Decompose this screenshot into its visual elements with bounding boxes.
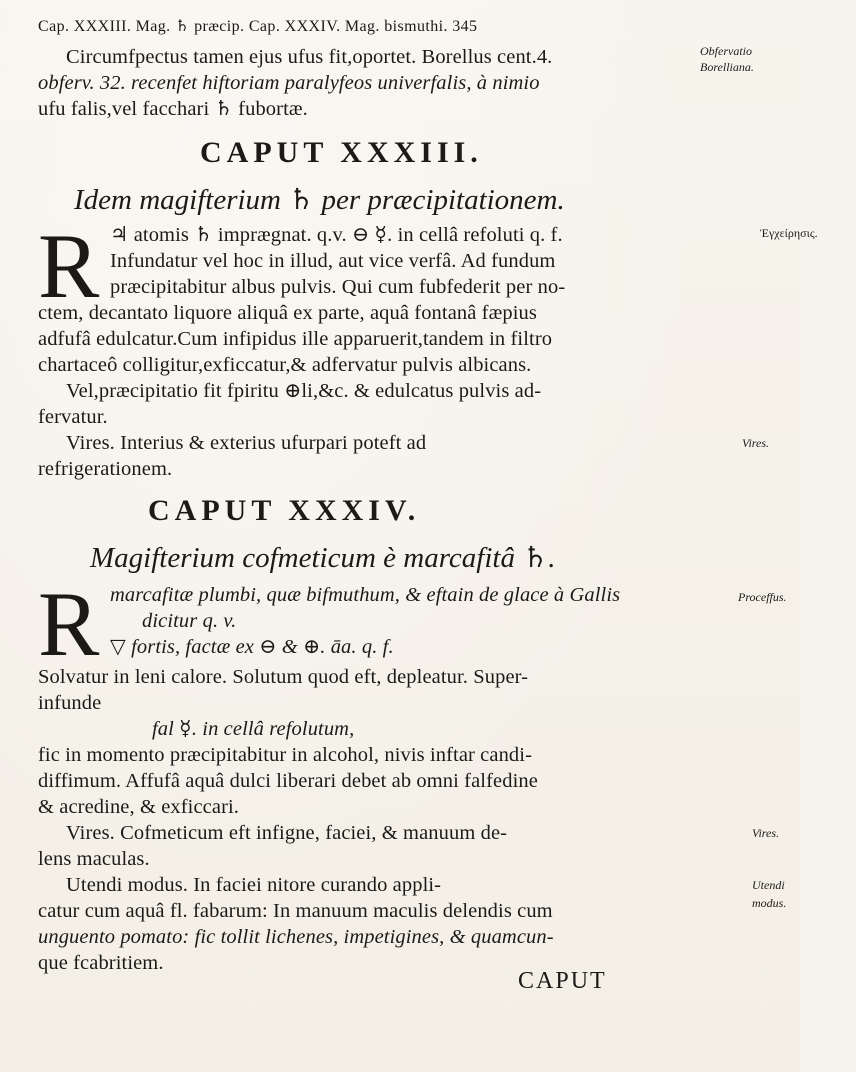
utendi-line: Utendi modus. In faciei nitore curando appli- xyxy=(66,874,442,896)
body-line: Infundatur vel hoc in illud, aut vice verfâ. Ad fundum xyxy=(110,250,556,272)
margin-note-vires: Vires. xyxy=(752,826,779,840)
intro-line-2: obferv. 32. recenfet hiftoriam paralyfeos univerfalis, à nimio xyxy=(38,72,540,94)
body-line: fic in momento præcipitabitur in alcohol, nivis inftar candi- xyxy=(38,744,532,766)
intro-line-3: ufu falis,vel facchari ♄ fubortæ. xyxy=(38,98,308,120)
body-line: ctem, decantato liquore aliquâ ex parte, aquâ fontanâ fæpius xyxy=(38,302,537,324)
running-head: Cap. XXXIII. Mag. ♄ præcip. Cap. XXXIV. Mag. bismuthi. 345 xyxy=(38,18,478,35)
body-line: lens maculas. xyxy=(38,848,150,870)
catchword: CAPUT xyxy=(518,968,607,994)
recipe-line: ▽ fortis, factæ ex ⊖ & ⊕. āa. q. f. xyxy=(110,636,394,658)
intro-line-1: Circumfpectus tamen ejus ufus fit,oportet. Borellus cent.4. xyxy=(66,46,553,68)
recipe-line: ♃ atomis ♄ imprægnat. q.v. ⊖ ☿. in cellâ refoluti q. f. xyxy=(110,224,563,246)
body-line: catur cum aquâ fl. fabarum: In manuum maculis delendis cum xyxy=(38,900,553,922)
body-line: chartaceô colligitur,exficcatur,& adfervatur pulvis albicans. xyxy=(38,354,532,376)
recipe-line: dicitur q. v. xyxy=(142,610,237,632)
body-line: unguento pomato: fic tollit lichenes, impetigines, & quamcun- xyxy=(38,926,554,948)
margin-note-borelliana: Borelliana. xyxy=(700,60,754,74)
chapter-heading-xxxiv: CAPUT XXXIV. xyxy=(148,494,421,527)
chapter-heading-xxxiii: CAPUT XXXIII. xyxy=(200,136,483,169)
vires-line: Vires. Cofmeticum eft infigne, faciei, & manuum de- xyxy=(66,822,508,844)
body-line: refrigerationem. xyxy=(38,458,173,480)
body-line: infunde xyxy=(38,692,102,714)
body-line: & acredine, & exficcari. xyxy=(38,796,240,818)
body-line: Vel,præcipitatio fit fpiritu ⊕li,&c. & edulcatus pulvis ad- xyxy=(66,380,542,402)
drop-capital-r: R xyxy=(38,215,100,317)
margin-note-vires: Vires. xyxy=(742,436,769,450)
recipe-line: fal ☿. in cellâ refolutum, xyxy=(152,718,355,740)
vires-line: Vires. Interius & exterius ufurpari poteft ad xyxy=(66,432,427,454)
chapter-title-xxxiv: Magifterium cofmeticum è marcafitâ ♄. xyxy=(90,542,556,574)
body-line: que fcabritiem. xyxy=(38,952,164,974)
body-line: Solvatur in leni calore. Solutum quod eft, depleatur. Super- xyxy=(38,666,529,688)
margin-note-modus: modus. xyxy=(752,896,787,910)
body-line: præcipitabitur albus pulvis. Qui cum fubfederit per no- xyxy=(110,276,566,298)
margin-note-greek: Ἐγχείρησις. xyxy=(760,226,818,240)
drop-capital-r: R xyxy=(38,573,100,675)
body-line: diffimum. Affufâ aquâ dulci liberari debet ab omni falfedine xyxy=(38,770,538,792)
margin-note-obfervatio: Obfervatio xyxy=(700,44,752,58)
body-line: fervatur. xyxy=(38,406,108,428)
chapter-title-xxxiii: Idem magifterium ♄ per præcipitationem. xyxy=(74,184,565,216)
margin-note-utendi: Utendi xyxy=(752,878,785,892)
margin-note-processus: Proceffus. xyxy=(738,590,787,604)
recipe-line: marcafitæ plumbi, quæ bifmuthum, & eftain de glace à Gallis xyxy=(110,584,621,606)
body-line: adfufâ edulcatur.Cum infipidus ille apparuerit,tandem in filtro xyxy=(38,328,553,350)
